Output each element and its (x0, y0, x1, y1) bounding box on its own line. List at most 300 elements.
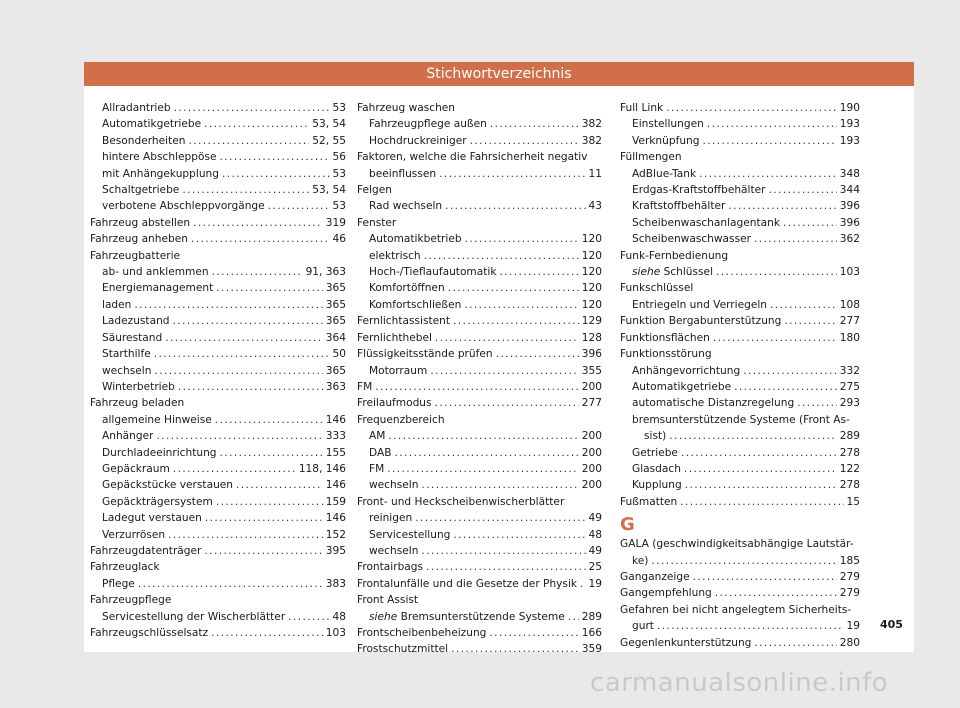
index-entry-page: 383 (325, 577, 346, 590)
index-heading: Funkschlüssel (620, 282, 694, 295)
index-entry-text: Frostschutzmittel (357, 643, 449, 656)
index-entry-text: Frontairbags (357, 561, 424, 574)
leader-dots (680, 494, 843, 510)
index-entry (357, 395, 602, 411)
index-entry-label (102, 363, 151, 379)
index-entry-label (102, 379, 175, 395)
index-entry-text: Fernlichthebel (357, 331, 432, 344)
index-entry-label (102, 527, 165, 543)
index-entry-label (102, 346, 151, 362)
leader-dots (713, 330, 837, 346)
leader-dots (489, 625, 578, 641)
index-entry-text: Automatikbetrieb (369, 233, 462, 246)
index-entry (620, 166, 860, 182)
index-entry-label (102, 280, 213, 296)
index-entry-label (369, 116, 487, 132)
index-entry (90, 100, 346, 116)
leader-dots (204, 543, 322, 559)
index-entry-page: 348 (839, 167, 860, 180)
leader-dots (684, 461, 837, 477)
index-entry (90, 166, 346, 182)
leader-dots (388, 428, 578, 444)
index-entry-text: Komfortöffnen (369, 282, 445, 295)
index-entry-text: Säurestand (102, 331, 163, 344)
index-entry-page: 279 (839, 587, 860, 600)
index-entry-text: Ganganzeige (620, 570, 690, 583)
index-entry-label (357, 346, 493, 362)
index-entry-page: 53 (332, 167, 346, 180)
leader-dots (415, 510, 585, 526)
index-entry-page: 289 (839, 430, 860, 443)
leader-dots (435, 395, 579, 411)
index-entry-text: elektrisch (369, 249, 421, 262)
index-entry-page: 359 (581, 643, 602, 656)
index-entry-page: 49 (588, 512, 602, 525)
index-entry-label (620, 569, 690, 585)
leader-dots (754, 635, 836, 651)
index-entry-text: FM (357, 380, 373, 393)
index-entry-text: Fernlichtassistent (357, 315, 451, 328)
index-entry-label (632, 477, 682, 493)
index-entry-text: automatische Distanzregelung (632, 397, 795, 410)
leader-dots (173, 313, 323, 329)
index-entry (357, 461, 602, 477)
index-entry-label (90, 215, 190, 231)
index-entry-page: 48 (588, 528, 602, 541)
see-reference: siehe (369, 610, 398, 623)
index-entry (357, 543, 602, 559)
index-entry-text: Frontalunfälle und die Gesetze der Physik (357, 577, 578, 590)
index-entry-page: 396 (581, 348, 602, 361)
index-entry (90, 461, 346, 477)
index-entry-label (357, 625, 486, 641)
index-entry-text: wechseln (102, 364, 152, 377)
index-entry-page: 344 (839, 184, 860, 197)
index-entry (90, 133, 346, 149)
index-entry-page: 365 (325, 315, 346, 328)
index-entry-text: Freilaufmodus (357, 397, 432, 410)
index-entry-page: 396 (839, 216, 860, 229)
index-entry-label (632, 379, 731, 395)
index-entry (357, 445, 602, 461)
leader-dots (193, 215, 323, 231)
index-heading: Fahrzeugpflege (90, 594, 172, 607)
leader-dots (178, 379, 323, 395)
index-entry-text: beeinflussen (369, 167, 437, 180)
index-entry (90, 576, 346, 592)
leader-dots (499, 264, 578, 280)
index-entry-label (90, 231, 188, 247)
index-entry-label (102, 461, 170, 477)
index-entry (357, 330, 602, 346)
index-entry (357, 641, 602, 657)
index-entry-text: Gangempfehlung (620, 587, 712, 600)
index-entry-page: 11 (588, 167, 602, 180)
index-entry-label (632, 166, 696, 182)
index-entry-label (102, 166, 219, 182)
index-entry-label (369, 264, 496, 280)
index-entry-label (102, 428, 153, 444)
index-entry-page: 365 (325, 364, 346, 377)
index-entry-text: Servicestellung der Wischerblätter (102, 610, 286, 623)
index-entry-text: Gepäckträgersystem (102, 495, 213, 508)
index-entry (90, 543, 346, 559)
index-entry-page: 363 (325, 380, 346, 393)
index-entry-page: 43 (588, 200, 602, 213)
index-entry-text: wechseln (369, 544, 419, 557)
index-entry-page: 395 (325, 544, 346, 557)
index-entry-label (369, 445, 392, 461)
index-entry-page: 146 (325, 512, 346, 525)
index-entry-page: 364 (325, 331, 346, 344)
index-entry (90, 428, 346, 444)
index-entry-label (632, 198, 725, 214)
index-entry-label (620, 330, 710, 346)
index-entry (357, 609, 602, 625)
index-entry-page: 25 (588, 561, 602, 574)
index-entry (90, 379, 346, 395)
index-entry-page: 50 (332, 348, 346, 361)
leader-dots (375, 379, 579, 395)
index-entry-label (632, 182, 766, 198)
index-entry (357, 116, 602, 132)
index-entry (357, 346, 602, 362)
index-entry-page: 48 (332, 610, 346, 623)
index-entry-page: 275 (839, 380, 860, 393)
index-entry (620, 428, 860, 444)
index-entry (90, 445, 346, 461)
index-entry-page: 53, 54 (312, 118, 346, 131)
index-entry-label (632, 215, 780, 231)
index-entry (620, 494, 860, 510)
index-entry-label (620, 585, 712, 601)
index-entry (620, 330, 860, 346)
index-entry-text: Fahrzeug anheben (90, 233, 188, 246)
leader-dots (734, 379, 837, 395)
index-entry-text: Fußmatten (620, 495, 678, 508)
index-entry (620, 553, 860, 569)
index-entry-text: laden (102, 298, 132, 311)
leader-dots (156, 428, 322, 444)
index-entry (620, 133, 860, 149)
index-entry-text: Hoch-/Tieflaufautomatik (369, 266, 497, 279)
index-entry-label (632, 116, 704, 132)
index-entry-page: 120 (581, 298, 602, 311)
index-entry-label (369, 543, 418, 559)
index-entry-label (102, 116, 201, 132)
index-entry-page: 185 (839, 554, 860, 567)
index-entry (620, 445, 860, 461)
index-entry-label (102, 133, 185, 149)
index-entry (90, 346, 346, 362)
index-entry-label (632, 231, 751, 247)
index-entry-page: 382 (581, 134, 602, 147)
index-entry-text: ab- und anklemmen (102, 266, 209, 279)
index-entry (90, 264, 346, 280)
index-entry-label (90, 625, 208, 641)
index-entry-text: Allradantrieb (102, 102, 171, 114)
leader-dots (669, 428, 836, 444)
index-entry (90, 609, 346, 625)
index-entry-label (369, 510, 412, 526)
leader-dots (424, 248, 579, 264)
leader-dots (453, 313, 579, 329)
index-entry-page: 155 (325, 446, 346, 459)
page-number: 405 (880, 618, 903, 631)
index-heading: Felgen (357, 184, 392, 197)
index-entry (90, 510, 346, 526)
index-entry-page: 103 (839, 266, 860, 279)
index-entry (90, 412, 346, 428)
leader-dots (580, 576, 585, 592)
index-entry-text: Durchladeeinrichtung (102, 446, 217, 459)
leader-dots (138, 576, 323, 592)
index-heading: Frequenzbereich (357, 413, 445, 426)
index-entry-page: 120 (581, 249, 602, 262)
index-entry-text: Bremsunterstützende Systeme (400, 610, 565, 623)
index-entry-text: Gegenlenkunterstützung (620, 636, 752, 649)
index-entry-page: 193 (839, 118, 860, 131)
index-entry-text: Fahrzeugdatenträger (90, 544, 202, 557)
index-entry (90, 116, 346, 132)
index-entry (90, 231, 346, 247)
leader-dots (681, 445, 837, 461)
index-entry-text: Funktion Bergabunterstützung (620, 315, 782, 328)
leader-dots (439, 166, 585, 182)
leader-dots (693, 569, 837, 585)
leader-dots (715, 585, 837, 601)
index-entry-page: 200 (581, 479, 602, 492)
index-entry-text: mit Anhängekupplung (102, 167, 219, 180)
index-entry-page: 19 (846, 620, 860, 633)
index-entry-label (102, 149, 217, 165)
leader-dots (268, 198, 330, 214)
index-heading: Fahrzeug waschen (357, 102, 456, 114)
index-entry (620, 618, 860, 634)
index-heading: Front Assist (357, 594, 419, 607)
index-entry-text: FM (369, 462, 385, 475)
index-entry-text: Automatikgetriebe (102, 118, 202, 131)
index-entry (620, 231, 860, 247)
index-entry-page: 200 (581, 430, 602, 443)
index-entry-text: Verknüpfung (632, 134, 700, 147)
leader-dots (165, 330, 323, 346)
index-entry-label (369, 166, 436, 182)
leader-dots (288, 609, 329, 625)
index-entry-label (369, 133, 467, 149)
index-entry (357, 280, 602, 296)
leader-dots (205, 510, 323, 526)
index-entry (357, 576, 602, 592)
index-entry-text: Kraftstoffbehälter (632, 200, 726, 213)
leader-dots (770, 297, 837, 313)
index-entry-text: Einstellungen (632, 118, 704, 131)
index-entry-page: 120 (581, 233, 602, 246)
index-entry-page: 200 (581, 446, 602, 459)
index-entry-label (357, 330, 432, 346)
index-entry-text: Ladezustand (102, 315, 170, 328)
index-entry-text: Scheibenwaschwasser (632, 233, 751, 246)
index-heading: Fahrzeugbatterie (90, 249, 181, 262)
index-entry-text: reinigen (369, 512, 413, 525)
index-entry-page: 15 (846, 495, 860, 508)
index-entry (620, 363, 860, 379)
leader-dots (215, 412, 323, 428)
leader-dots (154, 346, 330, 362)
index-entry-text: Glasdach (632, 462, 681, 475)
index-entry-page: 280 (839, 636, 860, 649)
index-entry-page: 200 (581, 380, 602, 393)
index-entry-page: 362 (839, 233, 860, 246)
index-entry-text: ke) (632, 554, 649, 567)
index-entry-label (357, 559, 423, 575)
index-entry (90, 330, 346, 346)
leader-dots (783, 215, 837, 231)
index-entry-label (632, 461, 681, 477)
index-heading: Gefahren bei nicht angelegtem Sicherheits- (620, 603, 852, 616)
index-entry-text: AM (369, 430, 386, 443)
index-heading: Faktoren, welche die Fahrsicherheit negativ (357, 151, 588, 164)
index-entry (357, 198, 602, 214)
index-entry-text: Automatikgetriebe (632, 380, 732, 393)
index-entry-label (369, 231, 462, 247)
index-entry-label (357, 313, 450, 329)
leader-dots (666, 100, 837, 116)
leader-dots (448, 280, 579, 296)
see-reference: siehe (632, 266, 661, 279)
index-entry (620, 100, 860, 116)
index-entry-label (620, 494, 677, 510)
index-entry-label (357, 379, 372, 395)
index-entry-label (102, 477, 233, 493)
index-entry-page: 279 (839, 570, 860, 583)
index-entry-text: hintere Abschleppöse (102, 151, 217, 164)
index-entry (357, 477, 602, 493)
leader-dots (426, 559, 585, 575)
index-entry-page: 152 (325, 528, 346, 541)
index-entry-text: allgemeine Hinweise (102, 413, 212, 426)
index-entry (620, 395, 860, 411)
index-entry (357, 625, 602, 641)
index-entry (357, 313, 602, 329)
index-entry-text: Anhängevorrichtung (632, 364, 741, 377)
index-entry-label (632, 363, 740, 379)
index-entry-text: Winterbetrieb (102, 380, 175, 393)
index-entry-label (620, 313, 781, 329)
index-entry-page: 180 (839, 331, 860, 344)
index-entry-page: 49 (588, 544, 602, 557)
index-entry-label (632, 445, 678, 461)
index-entry-label (102, 182, 179, 198)
index-entry-text: Funktionsflächen (620, 331, 710, 344)
index-entry-text: AdBlue-Tank (632, 167, 697, 180)
section-title: Stichwortverzeichnis (426, 66, 572, 82)
index-entry-text: Schlüssel (663, 266, 714, 279)
leader-dots (220, 445, 323, 461)
index-entry-page: 333 (325, 430, 346, 443)
index-entry (620, 635, 860, 651)
index-entry-text: Frontscheibenbeheizung (357, 627, 487, 639)
index-entry-label (632, 618, 654, 634)
index-entry-label (632, 553, 648, 569)
leader-dots (212, 264, 303, 280)
index-entry-label (369, 280, 445, 296)
leader-dots (496, 346, 579, 362)
leader-dots (716, 264, 837, 280)
index-heading: Füllmengen (620, 151, 682, 164)
index-entry-text: Fahrzeug abstellen (90, 216, 191, 229)
index-entry (620, 215, 860, 231)
leader-dots (430, 363, 578, 379)
index-entry (357, 297, 602, 313)
leader-dots (702, 133, 836, 149)
index-column-2 (357, 100, 602, 658)
leader-dots (699, 166, 837, 182)
index-entry-page: 365 (325, 298, 346, 311)
leader-dots (657, 618, 844, 634)
index-entry-label (102, 198, 265, 214)
index-entry-text: Anhänger (102, 430, 154, 443)
index-entry-page: 146 (325, 479, 346, 492)
index-entry-text: Schaltgetriebe (102, 184, 180, 197)
index-entry-text: Starthilfe (102, 348, 151, 361)
leader-dots (784, 313, 836, 329)
index-entry-text: Komfortschließen (369, 298, 462, 311)
leader-dots (168, 527, 323, 543)
index-entry-page: 146 (325, 413, 346, 426)
index-entry-text: sist) (644, 430, 667, 443)
index-entry-page: 52, 55 (312, 134, 346, 147)
leader-dots (470, 133, 579, 149)
index-entry-page: 159 (325, 495, 346, 508)
index-entry-page: 166 (581, 627, 602, 639)
index-column-1 (90, 100, 346, 641)
index-entry-label (369, 363, 427, 379)
index-entry-label (632, 264, 713, 280)
leader-dots (743, 363, 837, 379)
index-entry-label (102, 494, 213, 510)
index-entry (620, 379, 860, 395)
index-entry-text: Servicestellung (369, 528, 451, 541)
index-entry (90, 215, 346, 231)
leader-dots (465, 231, 579, 247)
index-entry-text: Erdgas-Kraftstoffbehälter (632, 184, 766, 197)
index-entry (90, 363, 346, 379)
index-entry-page: 396 (839, 200, 860, 213)
index-entry-page: 128 (581, 331, 602, 344)
index-entry (357, 231, 602, 247)
index-entry-label (102, 609, 285, 625)
index-entry-label (369, 198, 442, 214)
leader-dots (222, 166, 330, 182)
leader-dots (797, 395, 837, 411)
index-entry-page: 190 (839, 102, 860, 114)
index-entry (357, 379, 602, 395)
index-entry-label (357, 395, 432, 411)
leader-dots (568, 609, 579, 625)
index-entry-label (369, 297, 461, 313)
index-entry-page: 277 (839, 315, 860, 328)
leader-dots (211, 625, 323, 641)
index-entry-page: 53, 54 (312, 184, 346, 197)
index-entry (90, 625, 346, 641)
section-header (84, 62, 914, 86)
index-heading: GALA (geschwindigkeitsabhängige Lautstär- (620, 538, 854, 551)
index-entry-page: 91, 363 (305, 266, 346, 279)
index-entry (90, 477, 346, 493)
leader-dots (154, 363, 322, 379)
index-column-3 (620, 100, 860, 651)
